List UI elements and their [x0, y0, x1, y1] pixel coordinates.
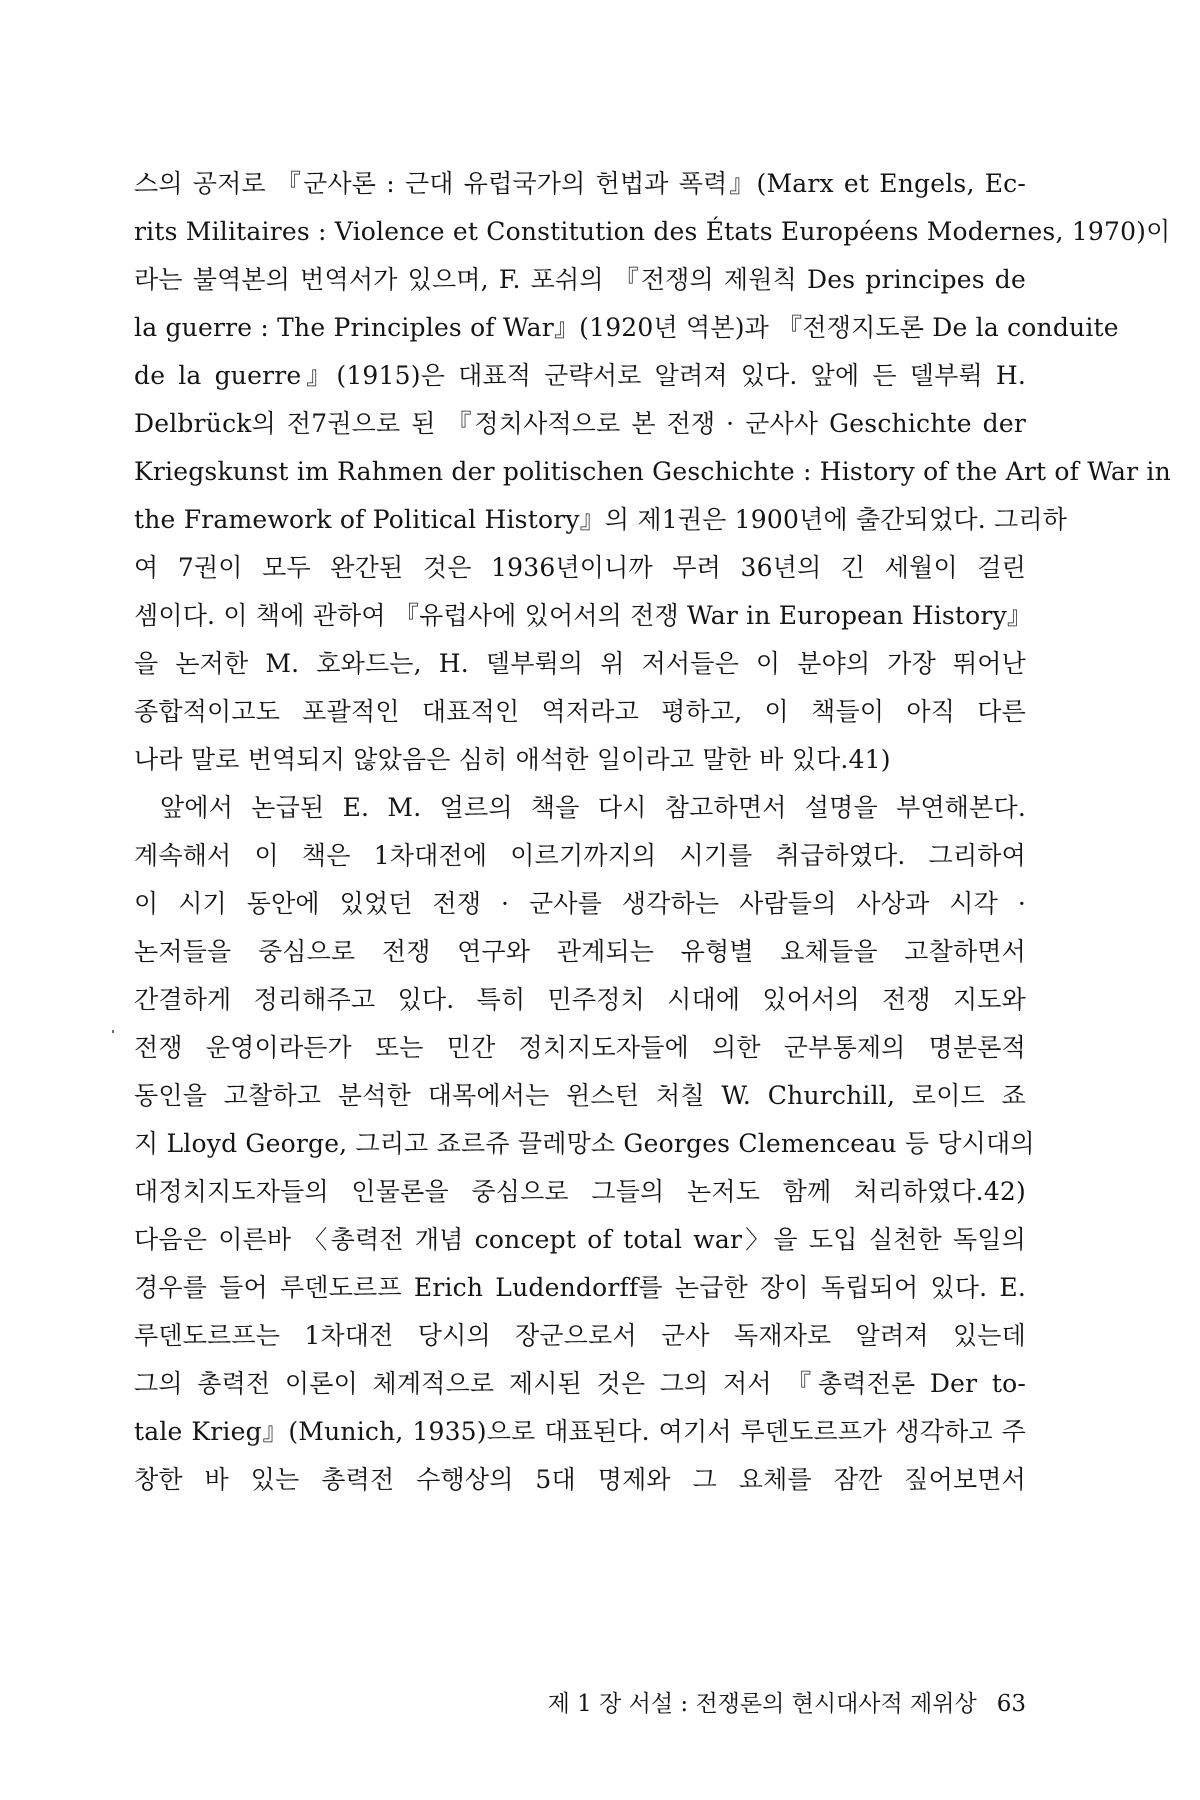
text-line: 나라 말로 번역되지 않았음은 심히 애석한 일이라고 말한 바 있다.41) [134, 745, 891, 774]
text-line: la guerre : The Principles of War』(1920년 역본)과 『전쟁지도론 De la conduite [134, 313, 1119, 342]
text-line: Delbrück의 전7권으로 된 『정치사적으로 본 전쟁 · 군사사 Geschichte der [134, 409, 1026, 438]
running-head: 제 1 장 서설 : 전쟁론의 현시대사적 제위상 [547, 1691, 977, 1717]
text-line: de la guerre』(1915)은 대표적 군략서로 알려져 있다. 앞에 든 델부뤽 H. [134, 361, 1026, 390]
text-line: 다음은 이른바 〈총력전 개념 concept of total war〉을 도입 실천한 독일의 [134, 1225, 1026, 1254]
page-number: 63 [996, 1691, 1026, 1717]
text-line: 스의 공저로 『군사론 : 근대 유럽국가의 헌법과 폭력』(Marx et Engels, Ec- [134, 169, 1026, 198]
text-line: Kriegskunst im Rahmen der politischen Geschichte : History of the Art of War in [134, 457, 1171, 486]
text-line: rits Militaires : Violence et Constitution des États Européens Modernes, 1970)이 [134, 217, 1171, 246]
text-line: 경우를 들어 루덴도르프 Erich Ludendorff를 논급한 장이 독립되어 있다. E. [134, 1273, 1026, 1302]
text-line: tale Krieg』(Munich, 1935)으로 대표된다. 여기서 루덴도르프가 생각하고 주 [134, 1417, 1026, 1446]
text-line: 논저들을 중심으로 전쟁 연구와 관계되는 유형별 요체들을 고찰하면서 [134, 937, 1026, 966]
text-line: 동인을 고찰하고 분석한 대목에서는 윈스턴 처칠 W. Churchill, 로이드 죠 [134, 1081, 1026, 1110]
page-footer [470, 1684, 1026, 1724]
text-line: 그의 총력전 이론이 체계적으로 제시된 것은 그의 저서 『총력전론 Der to- [134, 1369, 1026, 1398]
text-line: 루덴도르프는 1차대전 당시의 장군으로서 군사 독재자로 알려져 있는데 [134, 1321, 1026, 1350]
body-text [134, 160, 1171, 1504]
text-line: 지 Lloyd George, 그리고 죠르쥬 끌레망소 Georges Clemenceau 등 당시대의 [134, 1129, 1035, 1158]
text-line: 계속해서 이 책은 1차대전에 이르기까지의 시기를 취급하였다. 그리하여 [134, 841, 1026, 870]
text-line: 앞에서 논급된 E. M. 얼르의 책을 다시 참고하면서 설명을 부연해본다. [160, 793, 1026, 822]
text-line: 대정치지도자들의 인물론을 중심으로 그들의 논저도 함께 처리하였다.42) [134, 1177, 1026, 1206]
text-line: 전쟁 운영이라든가 또는 민간 정치지도자들에 의한 군부통제의 명분론적 [134, 1033, 1026, 1062]
text-line: 여 7권이 모두 완간된 것은 1936년이니까 무려 36년의 긴 세월이 걸린 [134, 553, 1026, 582]
text-line: 간결하게 정리해주고 있다. 특히 민주정치 시대에 있어서의 전쟁 지도와 [134, 985, 1026, 1014]
text-line: 종합적이고도 포괄적인 대표적인 역저라고 평하고, 이 책들이 아직 다른 [134, 697, 1026, 726]
text-line: 이 시기 동안에 있었던 전쟁 · 군사를 생각하는 사람들의 사상과 시각 · [134, 889, 1026, 918]
text-line: 셈이다. 이 책에 관하여 『유럽사에 있어서의 전쟁 War in European History』 [134, 601, 1033, 630]
text-line: the Framework of Political History』의 제1권은 1900년에 출간되었다. 그리하 [134, 505, 1068, 534]
text-line: 라는 불역본의 번역서가 있으며, F. 포쉬의 『전쟁의 제원칙 Des principes de [134, 265, 1026, 294]
text-line: 을 논저한 M. 호와드는, H. 델부뤽의 위 저서들은 이 분야의 가장 뛰어난 [134, 649, 1026, 678]
scan-speck [112, 1030, 114, 1033]
text-line: 창한 바 있는 총력전 수행상의 5대 명제와 그 요체를 잠깐 짚어보면서 [134, 1465, 1026, 1494]
